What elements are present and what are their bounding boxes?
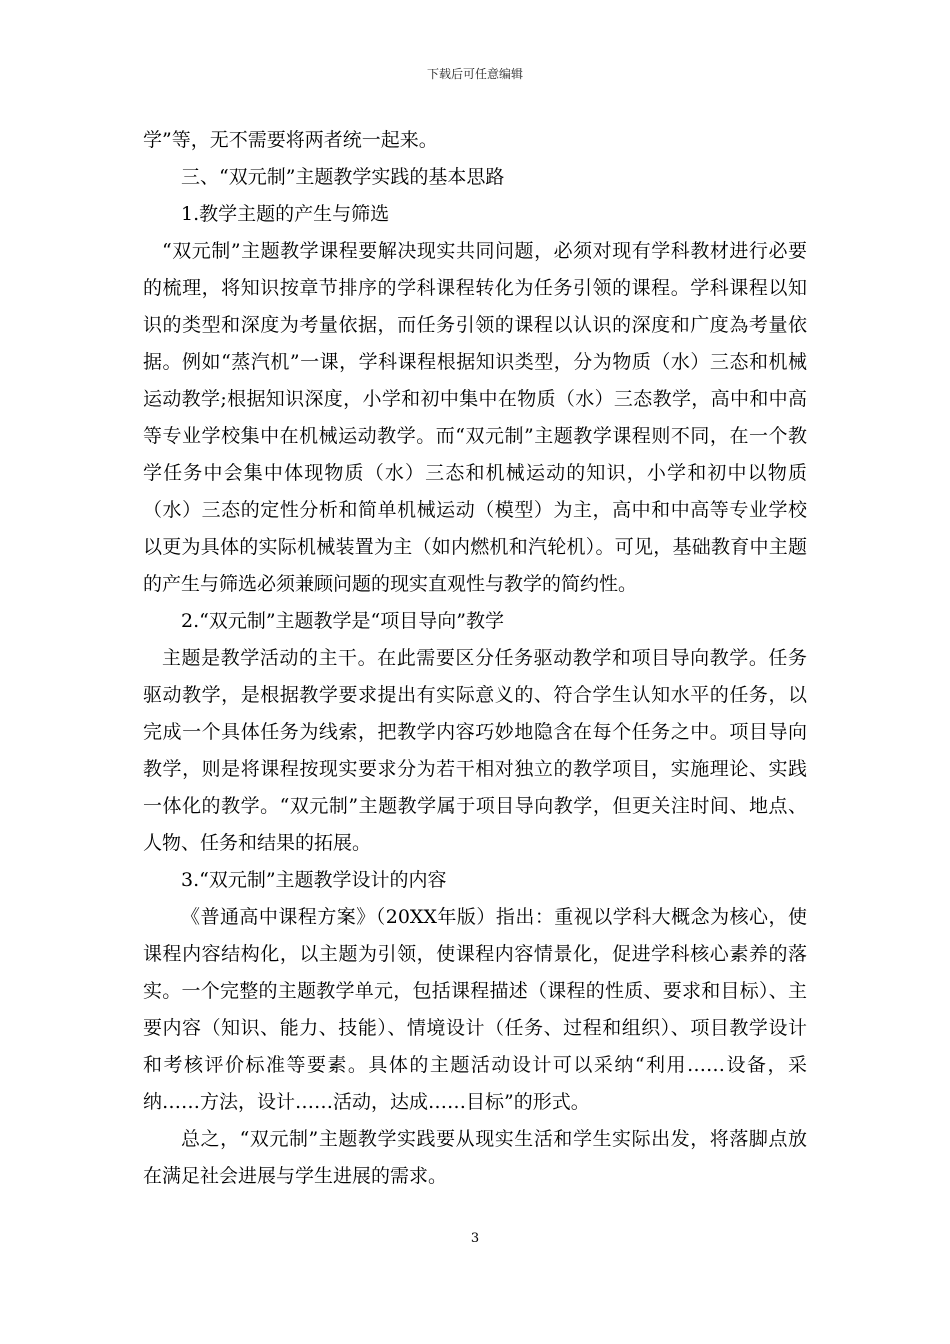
paragraph-conclusion: 总之，“双元制”主题教学实践要从现实生活和学生实际出发，将落脚点放在满足社会进展与学生进展的需求。	[143, 1128, 807, 1187]
subsection-heading-2: 2.“双元制”主题教学是“项目导向”教学	[181, 610, 504, 632]
subsection-heading-1: 1.教学主题的产生与筛选	[181, 203, 390, 225]
paragraph-continuation: 学”等，无不需要将两者统一起来。	[143, 129, 438, 151]
paragraph-design-content: 《普通高中课程方案》（20XX年版）指出：重视以学科大概念为核心，使课程内容结构化，以主题为引领，使课程内容情景化，促进学科核心素养的落实。一个完整的主题教学单元，包括课程描述（课程的性质、要求和目标）、主要内容（知识、能力、技能）、情境设计（任务、过程和组织）、项目教学设计和考核评价标准等要素。具体的主题活动设计可以采纳“利用……设备，采纳……方法，设计……活动，达成……目标”的形式。	[143, 906, 807, 1113]
document-body	[143, 122, 807, 1195]
section-heading: 三、“双元制”主题教学实践的基本思路	[181, 166, 505, 188]
paragraph-topic-selection: “双元制”主题教学课程要解决现实共同问题，必须对现有学科教材进行必要的梳理，将知识按章节排序的学科课程转化为任务引领的课程。学科课程以知识的类型和深度为考量依据，而任务引领的课程以认识的深度和广度為考量依据。例如“蒸汽机”一课，学科课程根据知识类型，分为物质（水）三态和机械运动教学;根据知识深度，小学和初中集中在物质（水）三态教学，高中和中高等专业学校集中在机械运动教学。而“双元制”主题教学课程则不同，在一个教学任务中会集中体现物质（水）三态和机械运动的知识，小学和初中以物质（水）三态的定性分析和简单机械运动（模型）为主，高中和中高等专业学校以更为具体的实际机械装置为主（如内燃机和汽轮机）。可见，基础教育中主题的产生与筛选必须兼顾问题的现实直观性与教学的简约性。	[143, 240, 807, 595]
page-number: 3	[470, 1231, 480, 1246]
paragraph-project-oriented: 主题是教学活动的主干。在此需要区分任务驱动教学和项目导向教学。任务驱动教学，是根据教学要求提出有实际意义的、符合学生认知水平的任务，以完成一个具体任务为线索，把教学内容巧妙地隐含在每个任务之中。项目导向教学，则是将课程按现实要求分为若干相对独立的教学项目，实施理论、实践一体化的教学。“双元制”主题教学属于项目导向教学，但更关注时间、地点、人物、任务和结果的拓展。	[143, 647, 807, 854]
subsection-heading-3: 3.“双元制”主题教学设计的内容	[181, 869, 447, 891]
page-header: 下载后可任意编辑	[426, 67, 523, 81]
